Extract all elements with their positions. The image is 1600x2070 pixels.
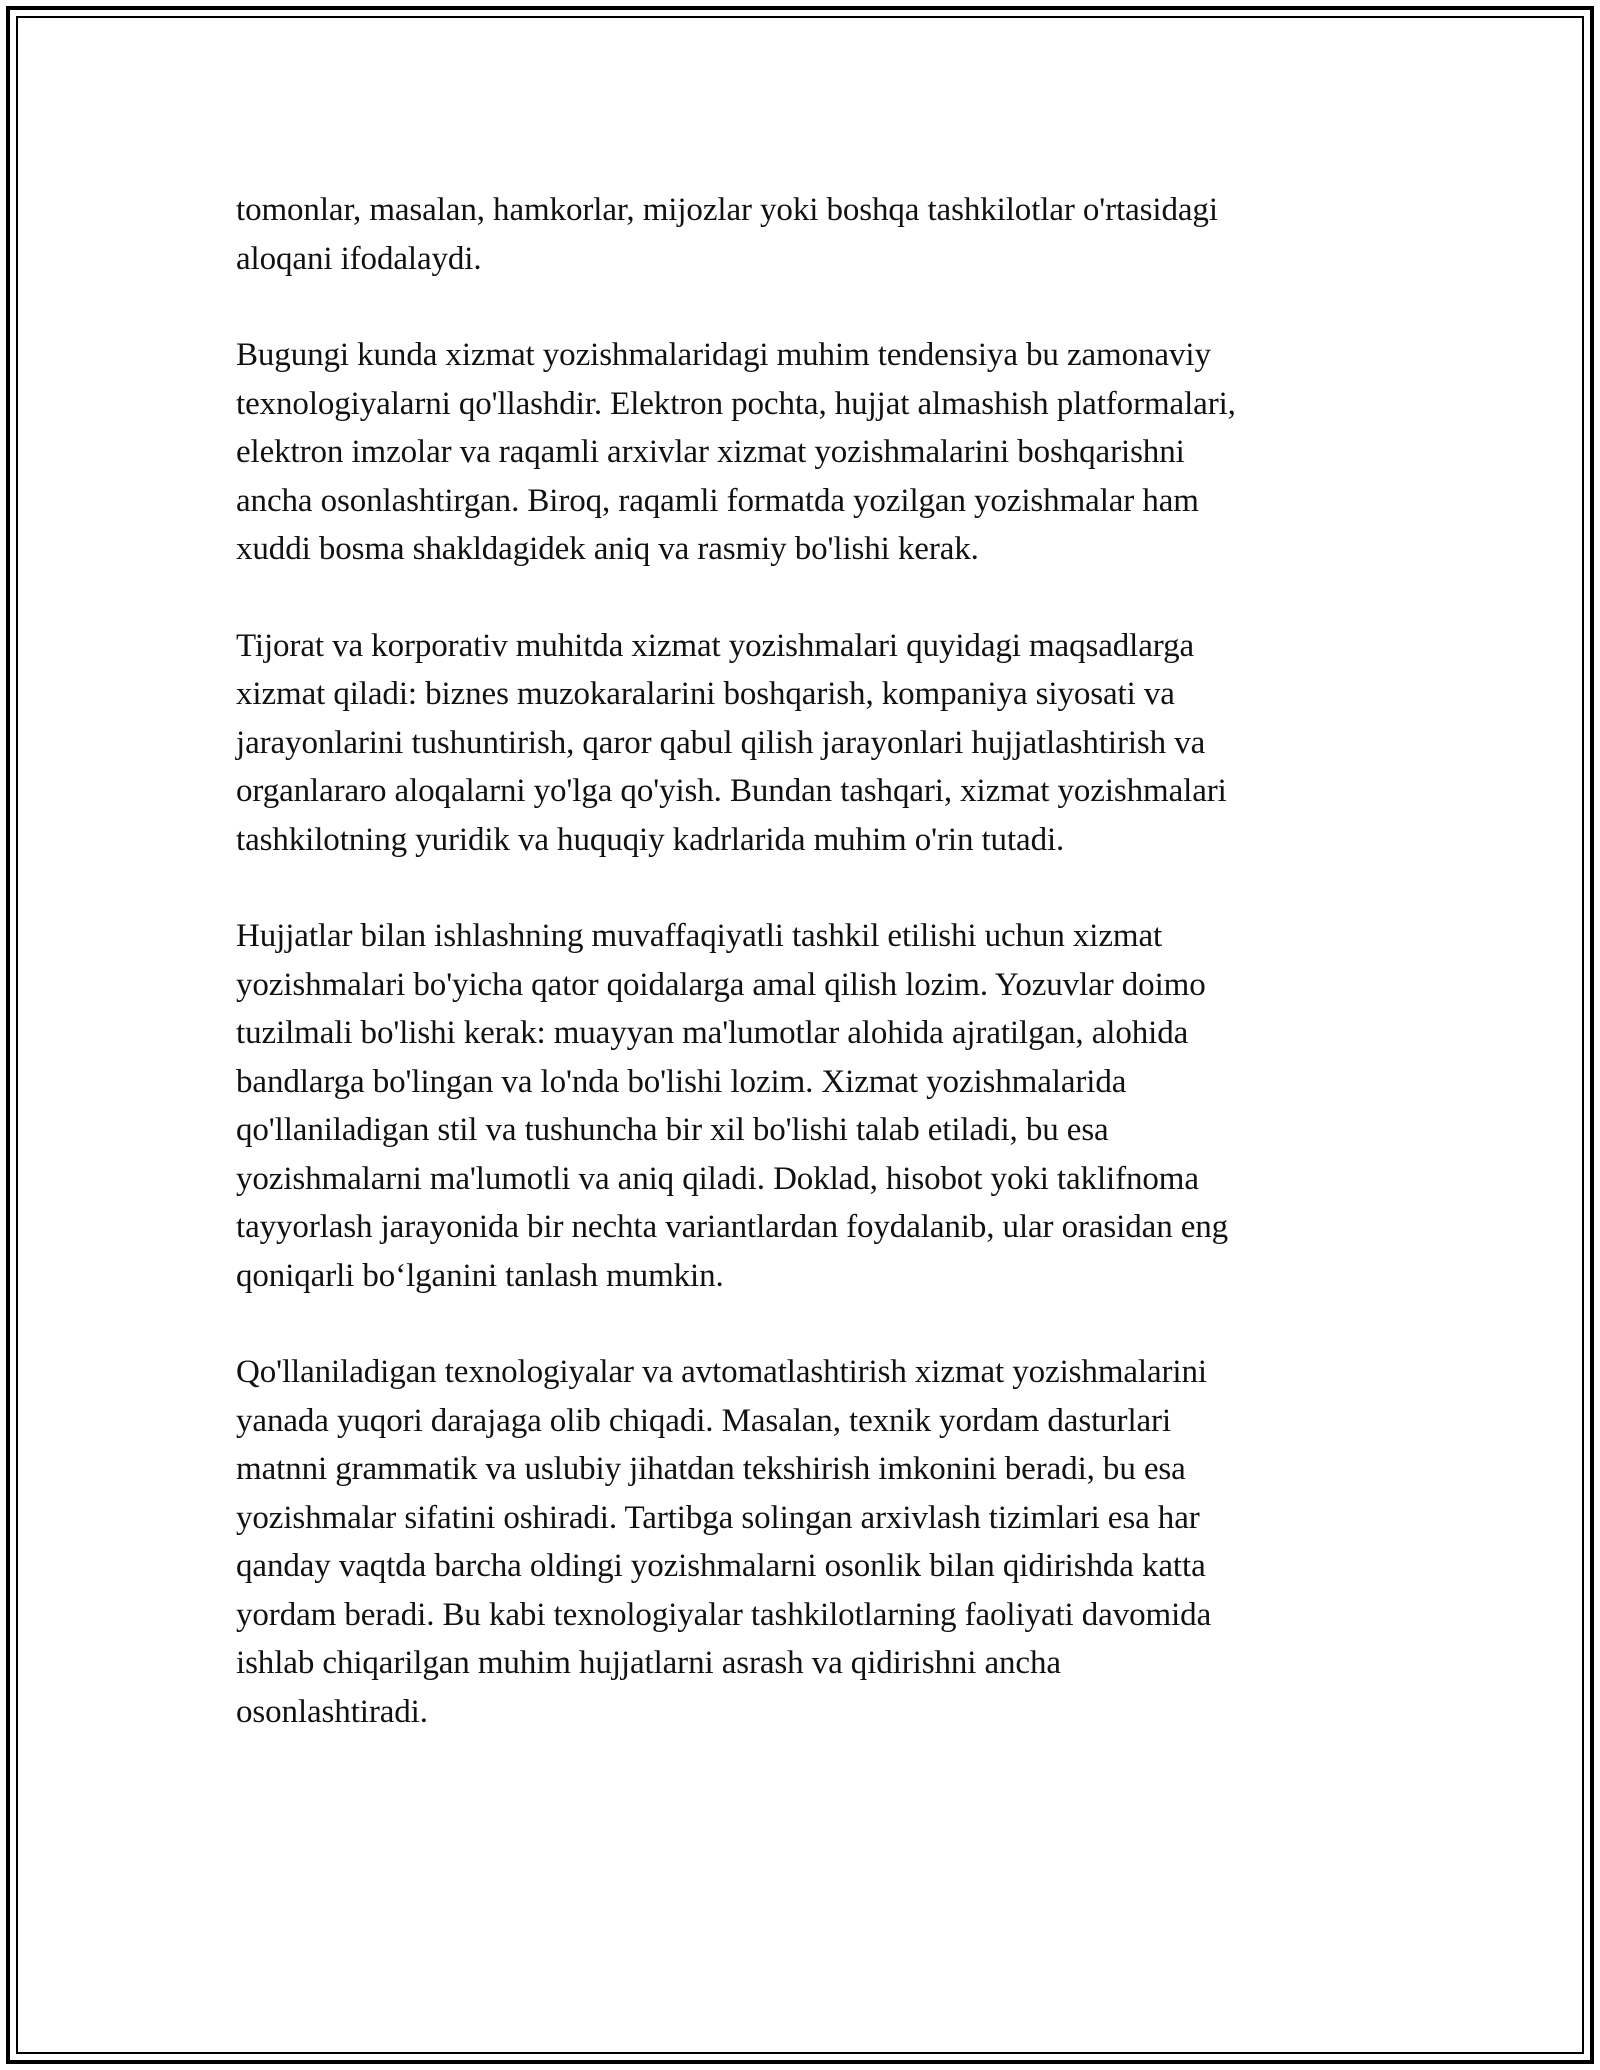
text-line: qoniqarli bo‘lganini tanlash mumkin.	[236, 1257, 724, 1294]
text-line: Tijorat va korporativ muhitda xizmat yozishmalari quyidagi maqsadlarga	[236, 627, 1195, 664]
text-line: matnni grammatik va uslubiy jihatdan tekshirish imkonini beradi, bu esa	[236, 1451, 1186, 1487]
text-line: jarayonlarini tushuntirish, qaror qabul qilish jarayonlari hujjatlashtirish va	[236, 724, 1206, 761]
text-line: osonlashtiradi.	[236, 1693, 428, 1730]
paragraph	[236, 912, 1366, 1300]
paragraph	[236, 1348, 1366, 1736]
text-line: tashkilotning yuridik va huquqiy kadrlarida muhim o'rin tutadi.	[236, 821, 1065, 858]
text-line: ishlab chiqarilgan muhim hujjatlarni asrash va qidirishni ancha	[236, 1645, 1061, 1681]
text-line: ancha osonlashtirgan. Biroq, raqamli formatda yozilgan yozishmalar ham	[236, 482, 1199, 519]
text-line: yordam beradi. Bu kabi texnologiyalar tashkilotlarning faoliyati davomida	[236, 1596, 1212, 1633]
paragraph	[236, 622, 1366, 865]
text-line: Hujjatlar bilan ishlashning muvaffaqiyatli tashkil etilishi uchun xizmat	[236, 918, 1163, 954]
text-line: yanada yuqori darajaga olib chiqadi. Masalan, texnik yordam dasturlari	[236, 1402, 1172, 1439]
text-line: elektron imzolar va raqamli arxivlar xizmat yozishmalarini boshqarishni	[236, 434, 1185, 470]
text-line: aloqani ifodalaydi.	[236, 240, 482, 277]
text-line: yozishmalar sifatini oshiradi. Tartibga solingan arxivlash tizimlari esa har	[236, 1499, 1200, 1536]
text-line: Bugungi kunda xizmat yozishmalaridagi muhim tendensiya bu zamonaviy	[236, 337, 1211, 373]
paragraph	[236, 186, 1366, 283]
document-body	[236, 186, 1366, 1784]
text-line: qo'llaniladigan stil va tushuncha bir xil bo'lishi talab etiladi, bu esa	[236, 1112, 1109, 1148]
text-line: yozishmalarni ma'lumotli va aniq qiladi. Doklad, hisobot yoki taklifnoma	[236, 1160, 1199, 1197]
text-line: tomonlar, masalan, hamkorlar, mijozlar yoki boshqa tashkilotlar o'rtasidagi	[236, 192, 1218, 228]
text-line: xizmat qiladi: biznes muzokaralarini boshqarish, kompaniya siyosati va	[236, 676, 1175, 712]
text-line: qanday vaqtda barcha oldingi yozishmalarni osonlik bilan qidirishda katta	[236, 1548, 1206, 1584]
text-line: xuddi bosma shakldagidek aniq va rasmiy bo'lishi kerak.	[236, 531, 979, 567]
text-line: texnologiyalarni qo'llashdir. Elektron pochta, hujjat almashish platformalari,	[236, 385, 1236, 422]
text-line: tuzilmali bo'lishi kerak: muayyan ma'lumotlar alohida ajratilgan, alohida	[236, 1015, 1189, 1051]
text-line: Qo'llaniladigan texnologiyalar va avtomatlashtirish xizmat yozishmalarini	[236, 1354, 1207, 1390]
text-line: yozishmalari bo'yicha qator qoidalarga amal qilish lozim. Yozuvlar doimo	[236, 966, 1206, 1003]
text-line: organlararo aloqalarni yo'lga qo'yish. Bundan tashqari, xizmat yozishmalari	[236, 773, 1227, 809]
text-line: tayyorlash jarayonida bir nechta variantlardan foydalanib, ular orasidan eng	[236, 1209, 1229, 1245]
text-line: bandlarga bo'lingan va lo'nda bo'lishi lozim. Xizmat yozishmalarida	[236, 1063, 1127, 1100]
paragraph	[236, 331, 1366, 574]
